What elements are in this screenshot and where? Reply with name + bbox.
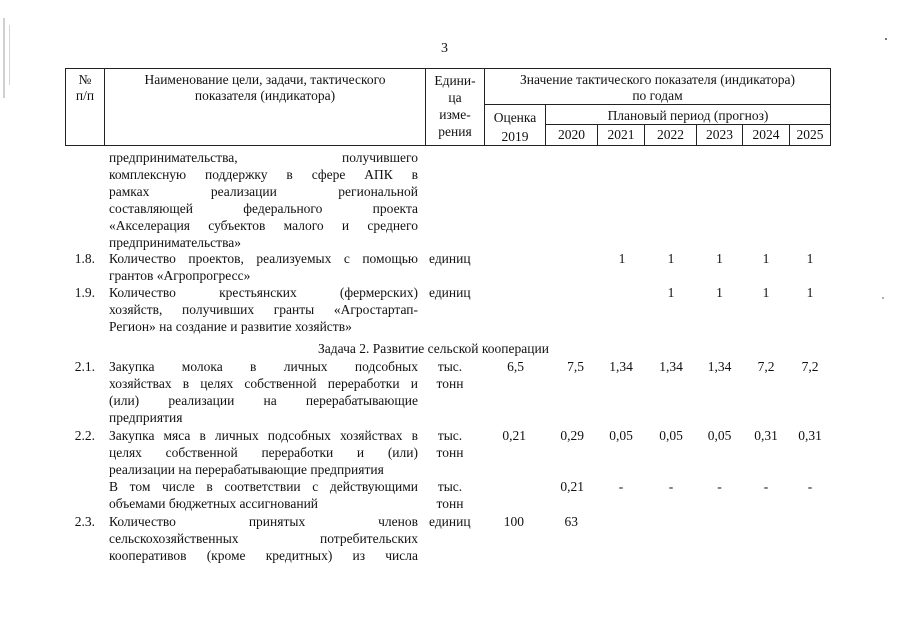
row-name: Закупка молока в личных подсобных хозяйствах в целях собственной переработки и (или) реализации на перерабатывающие предприятия [109, 359, 418, 425]
row-value: - [618, 479, 624, 494]
row-name: Количество проектов, реализуемых с помощью грантов «Агропрогресс» [109, 251, 418, 283]
row-number: 2.1. [74, 359, 95, 374]
row-value: 1 [762, 285, 770, 300]
row-value: 1,34 [707, 359, 732, 374]
row-value: 1 [806, 251, 814, 266]
row-value: 1 [667, 285, 675, 300]
row-value: 0,29 [560, 428, 584, 443]
row-name: Количество крестьянских (фермерских) хозяйств, получивших гранты «Агростартап- Регион» на создание и развитие хозяйств» [109, 285, 418, 334]
row-value: 1 [806, 285, 814, 300]
continued-text: предпринимательства, получившего комплексную поддержку в сфере АПК в рамках реализации региональной составляющей федерального проекта «Акселерация субъектов малого и среднего предпринимательства» [109, 150, 418, 250]
row-number: 2.3. [74, 514, 95, 529]
row-unit: единиц [429, 514, 471, 529]
header-estimate: Оценка 2019 [493, 110, 537, 144]
task-title: Задача 2. Развитие сельской кооперации [318, 341, 549, 356]
header-unit: Едини- ца изме- рения [434, 73, 476, 139]
row-value: - [763, 479, 769, 494]
row-value: 0,31 [754, 428, 778, 443]
header-value: Значение тактического показателя (индикатора) по годам [520, 72, 795, 103]
header-year: 2024 [752, 127, 780, 142]
row-value: 7,2 [757, 359, 775, 374]
header-name: Наименование цели, задачи, тактического показателя (индикатора) [144, 72, 386, 103]
row-number: 1.9. [74, 285, 95, 300]
header-planned-period: Плановый период (прогноз) [607, 108, 769, 123]
row-value: 0,05 [659, 428, 683, 443]
row-value: 1 [762, 251, 770, 266]
page-number: 3 [441, 41, 448, 56]
row-unit: тыс. тонн [436, 479, 464, 511]
row-number: 2.2. [74, 428, 95, 443]
row-value: 100 [503, 514, 524, 529]
row-value: - [717, 479, 722, 494]
row-value: 63 [564, 514, 578, 529]
row-value: 0,05 [707, 428, 732, 443]
row-value: 6,5 [507, 359, 524, 374]
header-year: 2020 [558, 127, 585, 142]
row-value: 1,34 [609, 359, 633, 374]
row-value: - [668, 479, 674, 494]
row-name: Количество принятых членов сельскохозяйственных потребительских кооперативов (кроме кредитных) из числа [109, 514, 418, 563]
row-value: 1 [667, 251, 675, 266]
row-value: - [807, 479, 813, 494]
row-value: 1 [716, 251, 723, 266]
header-year: 2023 [706, 127, 733, 142]
row-value: 1 [716, 285, 723, 300]
row-value: 0,21 [560, 479, 584, 494]
row-name: В том числе в соответствии с действующими объемами бюджетных ассигнований [109, 479, 418, 511]
row-value: 0,31 [798, 428, 822, 443]
row-unit: единиц [429, 251, 471, 266]
row-unit: единиц [429, 285, 471, 300]
row-value: 0,21 [502, 428, 526, 443]
row-value: 7,2 [801, 359, 819, 374]
row-value: 1,34 [659, 359, 683, 374]
header-year: 2025 [796, 127, 824, 142]
header-num: № п/п [75, 72, 95, 103]
header-year: 2021 [607, 127, 635, 142]
row-name: Закупка мяса в личных подсобных хозяйствах в целях собственной переработки и (или) реализации на перерабатывающие предприятия [109, 428, 418, 477]
header-year: 2022 [657, 127, 684, 142]
row-value: 7,5 [567, 359, 584, 374]
row-value: 0,05 [609, 428, 633, 443]
row-unit: тыс. тонн [436, 428, 464, 460]
row-value: 1 [618, 251, 626, 266]
row-unit: тыс. тонн [436, 359, 464, 391]
row-number: 1.8. [74, 251, 95, 266]
